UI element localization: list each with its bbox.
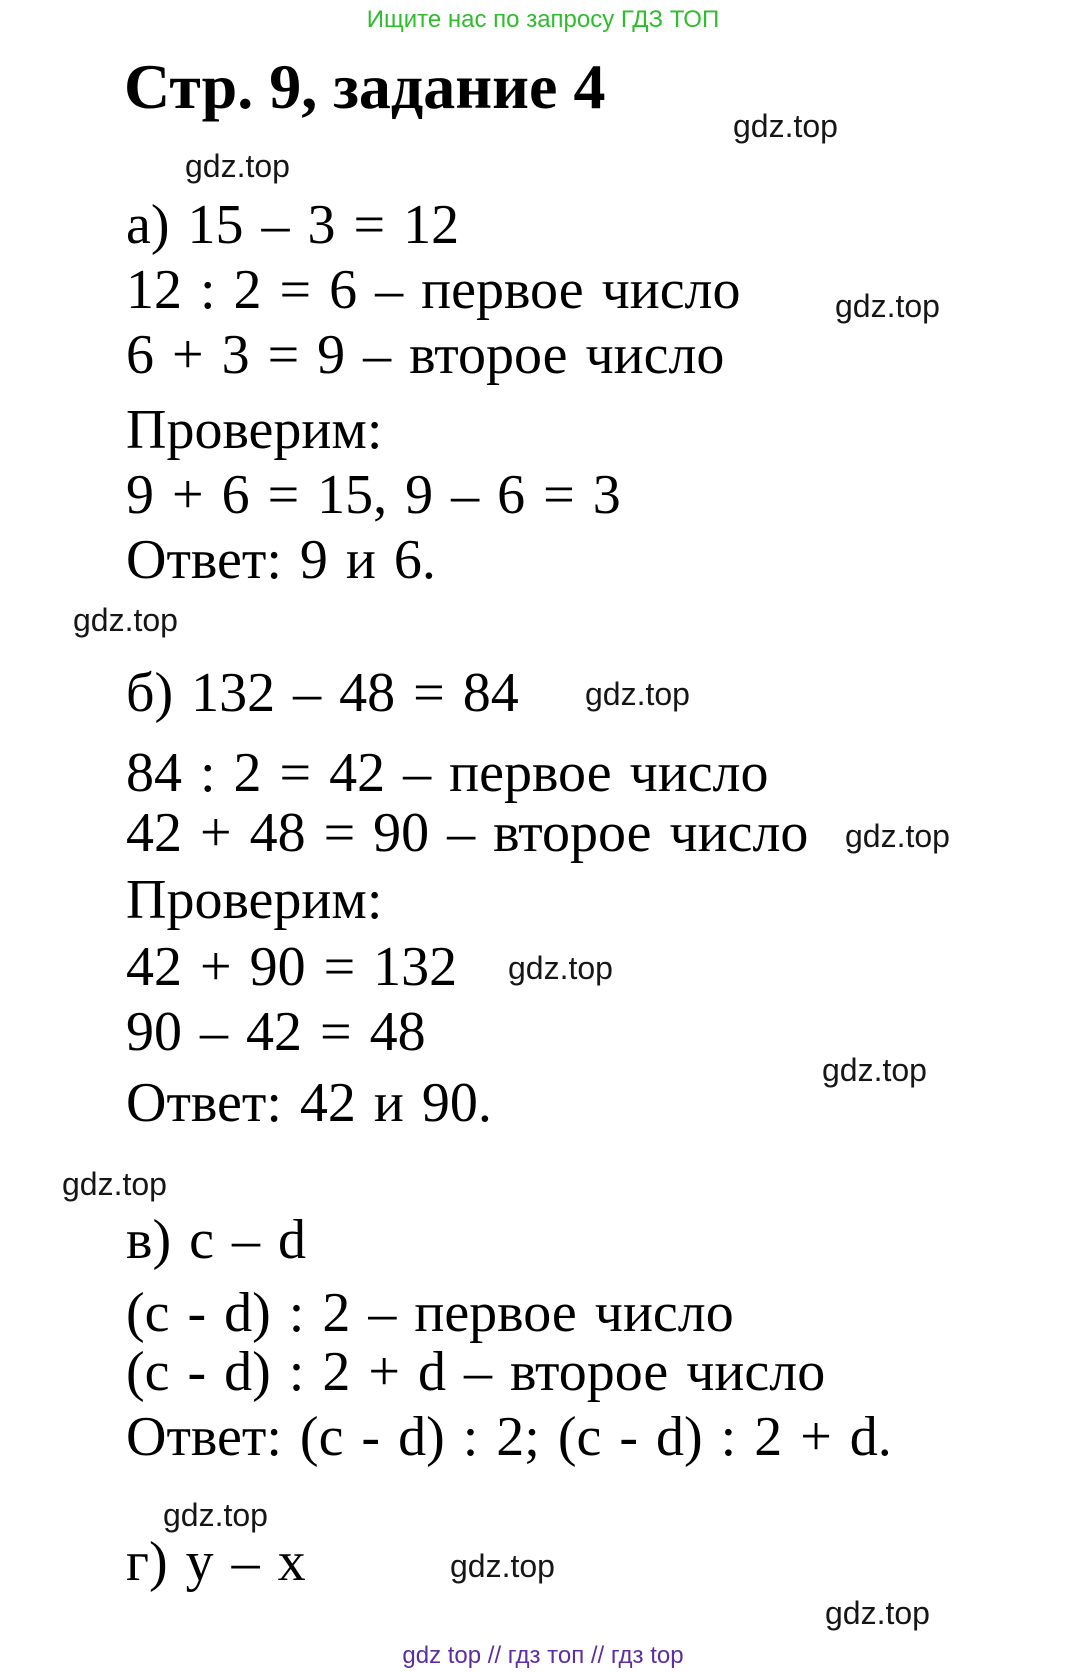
solution-line-a-6: Ответ: 9 и 6. — [126, 529, 436, 591]
watermark-gdz-top: gdz.top — [73, 602, 178, 638]
footer-links: gdz top // гдз топ // гдз top — [402, 1642, 684, 1669]
solution-line-a-3: 6 + 3 = 9 – второе число — [126, 324, 725, 386]
page-title: Стр. 9, задание 4 — [124, 51, 606, 122]
watermark-gdz-top: gdz.top — [835, 288, 940, 324]
watermark-gdz-top: gdz.top — [822, 1052, 927, 1088]
watermark-gdz-top: gdz.top — [163, 1497, 268, 1533]
promo-banner: Ищите нас по запросу ГДЗ ТОП — [366, 6, 720, 33]
solution-line-a-2: 12 : 2 = 6 – первое число — [126, 259, 741, 321]
watermark-gdz-top: gdz.top — [185, 148, 290, 184]
solution-line-v-4: Ответ: (c - d) : 2; (c - d) : 2 + d. — [126, 1406, 892, 1468]
solution-line-g-1: г) y – x — [126, 1531, 306, 1593]
watermark-gdz-top: gdz.top — [585, 676, 690, 712]
solution-line-v-3: (c - d) : 2 + d – второе число — [126, 1341, 826, 1403]
solution-line-b-6: 90 – 42 = 48 — [126, 1001, 426, 1063]
watermark-gdz-top: gdz.top — [825, 1595, 930, 1631]
watermark-gdz-top: gdz.top — [62, 1166, 167, 1202]
solution-line-b-4: Проверим: — [126, 869, 383, 931]
solution-line-v-1: в) c – d — [126, 1209, 306, 1271]
solution-line-b-7: Ответ: 42 и 90. — [126, 1072, 492, 1134]
solution-line-v-2: (c - d) : 2 – первое число — [126, 1282, 734, 1344]
solution-line-a-4: Проверим: — [126, 399, 383, 461]
solution-line-a-5: 9 + 6 = 15, 9 – 6 = 3 — [126, 464, 621, 526]
watermark-gdz-top: gdz.top — [845, 818, 950, 854]
watermark-gdz-top: gdz.top — [508, 950, 613, 986]
solution-line-b-2: 84 : 2 = 42 – первое число — [126, 742, 769, 804]
watermark-gdz-top: gdz.top — [733, 108, 838, 144]
solution-line-b-5: 42 + 90 = 132 — [126, 936, 458, 998]
solution-line-a-1: а) 15 – 3 = 12 — [126, 194, 460, 256]
solution-line-b-3: 42 + 48 = 90 – второе число — [126, 802, 809, 864]
solution-line-b-1: б) 132 – 48 = 84 — [126, 662, 519, 724]
watermark-gdz-top: gdz.top — [450, 1548, 555, 1584]
